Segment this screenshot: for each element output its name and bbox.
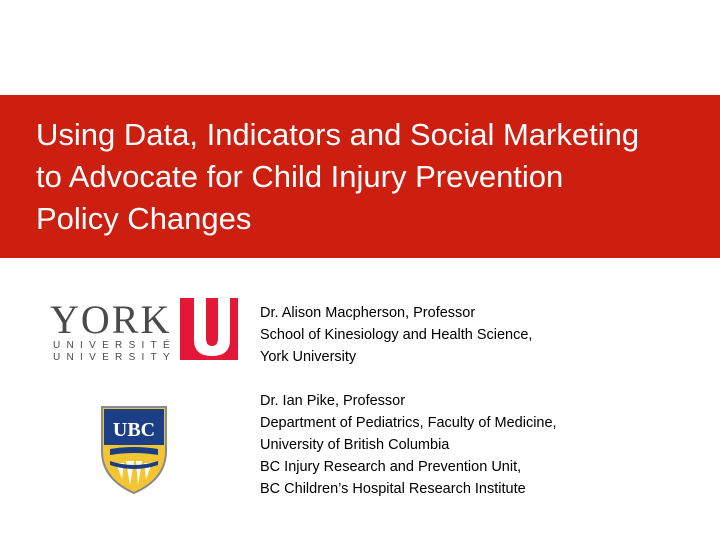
author-name: Dr. Ian Pike, Professor [260, 393, 406, 409]
author-affiliation: School of Kinesiology and Health Science, [260, 327, 533, 343]
slide-title [36, 114, 696, 240]
author-affiliation: BC Children’s Hospital Research Institute [260, 481, 526, 497]
york-wordmark: YORK [50, 297, 172, 342]
author-name: Dr. Alison Macpherson, Professor [260, 305, 476, 321]
author-affiliation: York University [260, 349, 357, 365]
author-affiliation: BC Injury Research and Prevention Unit, [260, 459, 522, 475]
spacer [260, 368, 557, 390]
author-affiliation: Department of Pediatrics, Faculty of Medicine, [260, 415, 557, 431]
title-line: Using Data, Indicators and Social Marketing [36, 117, 640, 152]
svg-text:UBC: UBC [112, 419, 156, 441]
york-u-mark [180, 298, 238, 360]
ubc-text [113, 419, 155, 441]
york-university-logo [50, 298, 242, 368]
author-info [260, 302, 557, 500]
ubc-crest-logo [100, 405, 168, 495]
title-line: Policy Changes [36, 201, 252, 236]
york-line-en: UNIVERSITY [53, 352, 177, 363]
york-line-fr: UNIVERSITÉ [53, 340, 177, 351]
title-line: to Advocate for Child Injury Prevention [36, 159, 564, 194]
author-affiliation: University of British Columbia [260, 437, 450, 453]
